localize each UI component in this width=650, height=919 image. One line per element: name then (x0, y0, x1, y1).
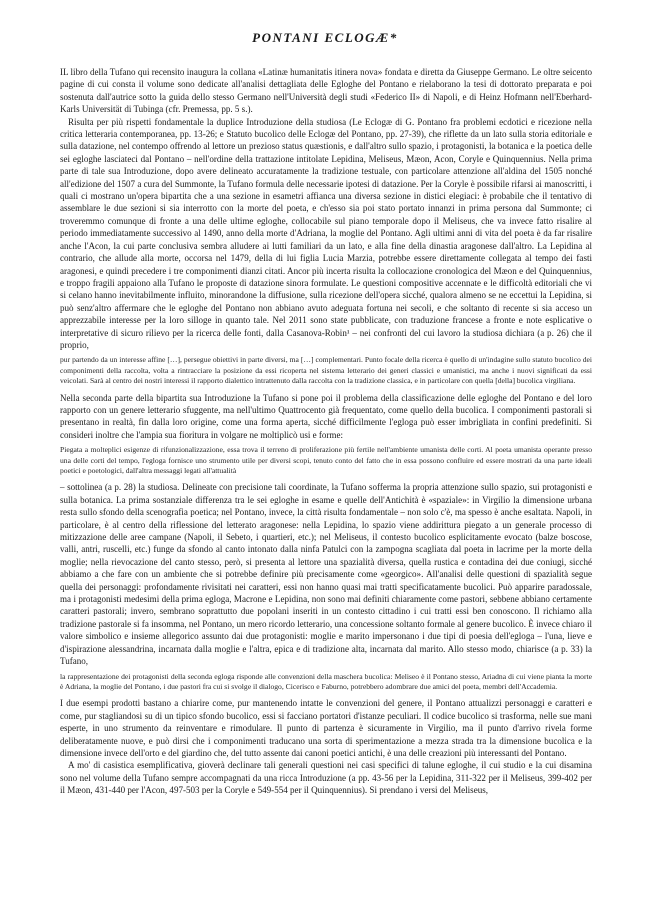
paragraph-introduzione: Risulta per più rispetti fondamentale la duplice Introduzione della studiosa (Le Eclogæ di G. Pontano fra problemi ecdotici e ricezione nella critica letteraria contemporanea, pp. 13-26; e Statuto bucolico delle Eclogæ del Pontano, pp. 27-39), che riflette da un lato sulla storia editoriale e sulla datazione, nel contempo offrendo al lettore un prezioso status quæstionis, e dall'altro sullo spazio, i protagonisti, la botanica e la poetica delle sei egloghe lasciateci dal Pontano – nell'ordine della trattazione intitolate Lepidina, Meliseus, Mæon, Acon, Coryle e Quinquennius. Nella prima parte di tale sua Introduzione, dopo avere delineato accuratamente la tradizione testuale, con particolare attenzione all'aldina del 1505 nonché all'edizione del 1507 a cura del Summonte, la Tufano formula delle necessarie ipotesi di datazione. Per la Coryle è possibile rifarsi ai manoscritti, i quali ci mostrano un'opera bipartita che a una sezione in esametri affianca una diversa sezione in distici elegiaci: è probabile che il tentativo di assemblare le due sezioni si sia interrotto con la morte del poeta, e ch'esso sia poi stato portato innanzi in prima persona dal Summonte; ci troveremmo comunque di fronte a una delle ultime egloghe, collocabile sul piano temporale dopo il Meliseus, che va invece fatto risalire al periodo immediatamente successivo al 1490, anno della morte d'Adriana, la moglie del Pontano. Agli ultimi anni di vita del poeta è da far risalire anche l'Acon, la cui parte conclusiva sembra alludere ai lutti familiari da un lato, e alla fine della dinastia aragonese dall'altro. La Lepidina al contrario, che allude alla morte, occorsa nel 1479, della di lui figlia Lucia Marzia, potrebbe essere direttamente collegata al tempo dei fasti aragonesi, e quindi precedere i tre componimenti dianzi citati. Ancor più incerta risulta la collocazione cronologica del Mæon e del Quinquennius, e troppo fragili appaiono alla Tufano le proposte di datazione sinora formulate. Le questioni compositive accennate e le difficoltà editoriali che vi si celano hanno inevitabilmente influito, minorandone la diffusione, sulla ricezione dell'opera sicché, qualora almeno se ne eccettui la Lepidina, si può senz'altro affermare che le egloghe del Pontano non abbiano avuto adeguata fortuna nei secoli, e che soltanto di recente si sia acceso un apprezzabile interesse per la loro silloge in quanto tale. Nel 2011 sono state pubblicate, con traduzione francese a fronte e note esplicative o interpretative di sicuro rilievo per la ricerca delle fonti, dalla Casanova-Robin¹ – nei confronti del cui lavoro la studiosa dichiara (a p. 26) che il proprio, (60, 116, 592, 350)
paragraph-space-characters: – sottolinea (a p. 28) la studiosa. Delineate con precisione tali coordinate, la Tufano sofferma la propria attenzione sullo spazio, sui protagonisti e sulla botanica. La prima sostanziale differenza tra le sei egloghe in esame e quelle dell'Antichità è «spaziale»: in Virgilio la dimensione urbana resta sullo sfondo della scenografia poetica; nel Pontano, invece, la città risulta fondamentale – non solo c'è, ma spesso è anche esaltata. Napoli, in particolare, è al centro della riflessione del letterato aragonese: nella Lepidina, lo spazio viene addirittura piegato a un generale processo di mitizzazione delle aree campane (Napoli, il Sebeto, i quartieri, etc.); nel Meliseus, il contesto bucolico esplicitamente evocato (balze boscose, valli, antri, ruscelli, etc.) funge da sfondo al canto intonato dalla ninfa Patulci con la zampogna scagliata dal poeta in lacrime per la morte della moglie; nella rievocazione del canto stesso, però, si presenta al lettore una spazialità diversa, quella rustica e contadina dei due coniugi, sicché abbiamo a che fare con un ambiente che si potrebbe definire più precisamente come «georgico». All'analisi delle questioni di spazialità segue quella dei personaggi: profondamente rivisitati nei caratteri, essi non hanno quasi mai tratti specificatamente bucolici. Può apparire paradossale, ma i protagonisti medesimi della prima egloga, Macrone e Lepidina, non sono mai definiti chiaramente come pastori, sebbene abbiano certamente caratteri pastorali; invero, sembrano soprattutto due popolani inseriti in un contesto cittadino i cui tratti essi ben conoscono. Il richiamo alla tradizione pastorale si fa insomma, nel Pontano, un mero ricordo letterario, una concessione soltanto formale al genere bucolico. È invece chiaro il valore simbolico e insieme allegorico assunto dai due protagonisti: moglie e marito impersonano i due tipi di poesia dell'egloga – l'una, lieve e d'ispirazione alessandrina, incarnata dalla moglie e l'altra, epica e di tradizione alta, incarnata dal marito. Allo stesso modo, chiarisce (a p. 33) la Tufano, (60, 482, 592, 667)
article-body (60, 66, 592, 797)
page-title: PONTANI ECLOGÆ* (252, 30, 398, 45)
paragraph-examples: I due esempi prodotti bastano a chiarire come, pur mantenendo intatte le convenzioni del genere, il Pontano attualizzi personaggi e caratteri e come, pur stagliandosi su di un tipico sfondo bucolico, essi si facciano portatori d'istanze peculiari. Il codice bucolico si trasforma, nelle sue mani esperte, in uno strumento da reinventare e rimodulare. Il punto di partenza è sicuramente in Virgilio, ma il punto d'arrivo rivela forme deliberatamente nuove, e può dirsi che i componimenti traducano una sorta di sperimentazione a mezza strada tra la dimensione bucolica e la dimensione invece dell'orto e del giardino che, del tutto assente dai canoni poetici antichi, è una delle creazioni più interessanti del Pontano. (60, 698, 592, 758)
block-quote-2: Piegata a molteplici esigenze di rifunzionalizzazione, essa trova il terreno di proliferazione più fertile nell'ambiente umanista delle corti. Al poeta umanista operante presso una delle corti del tempo, l'egloga fornisce uno strumento utile per diversi scopi, tenuto conto del fatto che in essa possono confluire ed essere mostrati da una parte ideali poetici e poetologici, dall'altra messaggi legati all'attualità (60, 445, 592, 475)
block-quote-1: pur partendo da un interesse affine […], persegue obiettivi in parte diversi, ma […] complementari. Punto focale della ricerca è quello di un'indagine sullo statuto bucolico dei componimenti della raccolta, volta a rintracciare la posizione da essi ricoperta nel sistema letterario dei generi classici e umanistici, ma anche i nuovi significati da essi veicolati. Sarà al centro dei nostri interessi il rapporto dialettico intrattenuto dalla raccolta con la tradizione classica, e in particolare con quella [della] bucolica virgiliana. (60, 355, 592, 386)
paragraph-intro: IL libro della Tufano qui recensito inaugura la collana «Latinæ humanitatis itinera nova» fondata e diretta da Giuseppe Germano. Le oltre seicento pagine di cui consta il volume sono dedicate all'analisi dettagliata delle Egloghe del Pontano e rielaborano la tesi di dottorato preparata e poi sostenuta dall'autrice sotto la guida dello stesso Germano nell'Università degli studi «Federico II» di Napoli, e di Heinz Hofmann nell'Eberhard-Karls Universität di Tubinga (cfr. Premessa, pp. 5 s.). (60, 67, 592, 115)
block-quote-3: la rappresentazione dei protagonisti della seconda egloga risponde alle convenzioni della maschera bucolica: Meliseo è il Pontano stesso, Ariadna di cui viene pianta la morte è Adriana, la moglie del Pontano, i due pastori fra cui si svolge il dialogo, Cicerisco e Faburno, potrebbero adombrare due amici del poeta, membri dell'Accademia. (60, 671, 592, 691)
paragraph-casistica: A mo' di casistica esemplificativa, gioverà declinare tali generali questioni nei casi specifici di talune egloghe, il cui studio e la cui disamina sono nel volume della Tufano sempre accompagnati da una ricca Introduzione (a pp. 43-56 per la Lepidina, 311-322 per il Meliseus, 399-402 per il Mæon, 431-440 per l'Acon, 497-503 per la Coryle e 549-554 per il Quinquennius). Si prendano i versi del Meliseus, (60, 760, 592, 796)
paragraph-classification: Nella seconda parte della bipartita sua Introduzione la Tufano si pone poi il problema della classificazione delle egloghe del Pontano e del loro rapporto con un genere letterario sfuggente, ma nell'ultimo Quattrocento già frequentato, come quello della bucolica. I componimenti pastorali si presentano in realtà, fin dalla loro origine, come una forma aperta, sicché difficilmente l'egloga può esser imbrigliata in confini predefiniti. Si consideri inoltre che l'ampia sua fioritura in volgare ne moltiplicò usi e forme: (60, 392, 592, 440)
